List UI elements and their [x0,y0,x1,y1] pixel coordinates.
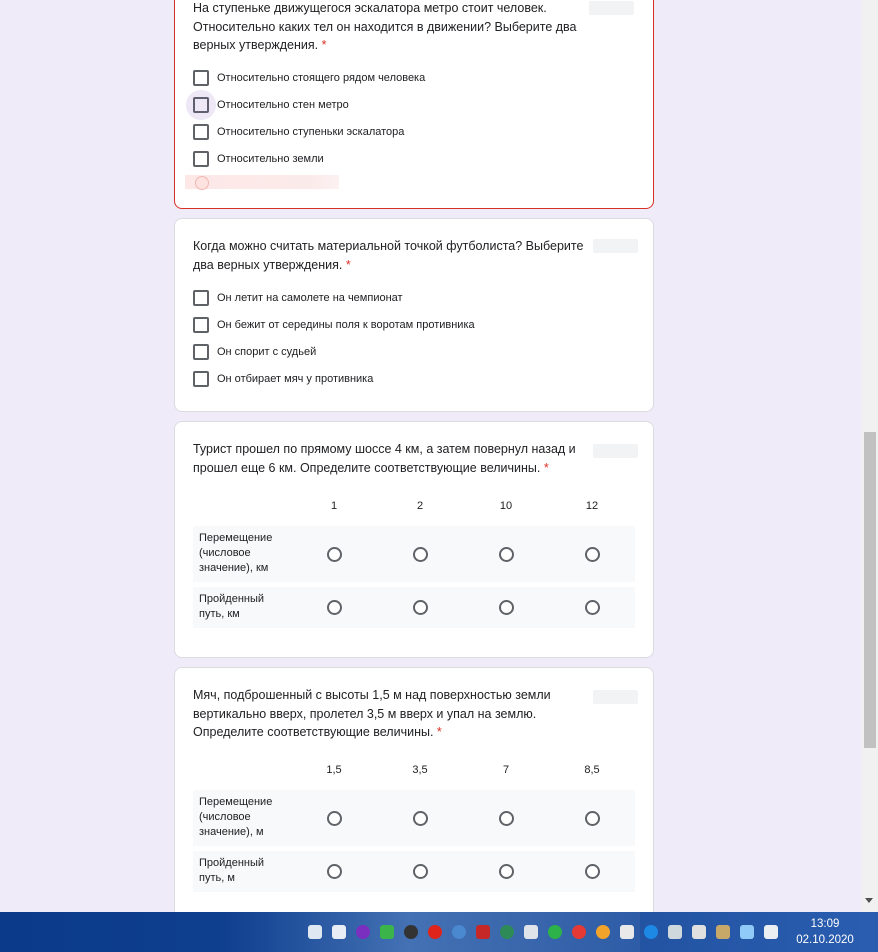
grid-column-header: 8,5 [584,764,600,776]
required-asterisk: * [436,725,442,739]
download-arrow-icon[interactable] [380,925,394,939]
opera-icon[interactable] [428,925,442,939]
grid-row [193,790,635,846]
flag-icon[interactable] [620,925,634,939]
points-badge [593,690,638,704]
yandex-icon[interactable] [572,925,586,939]
iss-icon[interactable] [476,925,490,939]
checkbox-option[interactable] [193,289,403,307]
points-badge [593,444,638,458]
grid-radio[interactable] [327,864,342,879]
checkbox[interactable] [193,124,209,140]
option-label: Относительно земли [217,153,324,165]
checkbox[interactable] [193,344,209,360]
vertical-scrollbar[interactable] [862,0,878,912]
scroll-down-arrow-icon[interactable] [865,898,873,903]
globe-icon[interactable] [500,925,514,939]
green-app-icon[interactable] [548,925,562,939]
box-icon[interactable] [716,925,730,939]
checkbox[interactable] [193,290,209,306]
question-title: Турист прошел по прямому шоссе 4 км, а затем повернул назад и прошел еще 6 км. Определите соответствующие величины. * [193,442,576,475]
grid-row-label: Перемещение (числовое значение), м [199,796,273,838]
grid-row [193,526,635,582]
grid-radio[interactable] [327,547,342,562]
checkbox[interactable] [193,371,209,387]
option-label: Он бежит от середины поля к воротам противника [217,319,475,331]
clock-date: 02.10.2020 [796,934,854,946]
scrollbar-thumb[interactable] [864,432,876,748]
taskbar-clock[interactable] [790,916,860,948]
pen-icon[interactable] [524,925,538,939]
grid-radio[interactable] [499,600,514,615]
question-card-ball [174,667,654,912]
grid-radio[interactable] [585,600,600,615]
grid-radio[interactable] [413,547,428,562]
grid-radio[interactable] [327,811,342,826]
grid-row [193,587,635,628]
clock-time: 13:09 [810,918,840,930]
grid-column-header: 2 [416,500,424,512]
required-asterisk: * [321,38,327,52]
question-card-football [174,218,654,412]
grid-column-header: 3,5 [412,764,428,776]
tool-icon[interactable] [668,925,682,939]
grid-column-header: 7 [502,764,510,776]
checkbox-option[interactable] [193,69,425,87]
grid-radio[interactable] [585,811,600,826]
cloud-icon[interactable] [308,925,322,939]
option-label: Относительно стоящего рядом человека [217,72,426,84]
grid-radio[interactable] [413,864,428,879]
question-title: Когда можно считать материальной точкой футболиста? Выберите два верных утверждения. * [193,239,584,272]
question-card-tourist [174,421,654,658]
taskbar [0,912,878,952]
option-label: Он летит на самолете на чемпионат [217,292,403,304]
checkbox-option[interactable] [193,96,349,114]
ten-badge-icon[interactable] [404,925,418,939]
checkbox-option[interactable] [193,370,373,388]
checkbox-option[interactable] [193,150,324,168]
grid-radio[interactable] [585,864,600,879]
option-label: Относительно стен метро [217,99,349,111]
required-asterisk: * [543,460,549,475]
error-icon [195,176,209,190]
grid-radio[interactable] [499,811,514,826]
checkbox-option[interactable] [193,343,316,361]
points-badge [589,1,634,15]
question-title: Мяч, подброшенный с высоты 1,5 м над поверхностью земли вертикально вверх, пролетел 3,5 м вверх и упал на землю. Определите соответствующие величины. * [193,688,551,739]
grid-row-label: Пройденный путь, км [199,593,265,620]
speaker-icon[interactable] [764,925,778,939]
grid-column-header: 10 [499,500,513,512]
grid-radio[interactable] [327,600,342,615]
option-label: Относительно ступеньки эскалатора [217,126,405,138]
e-app-icon[interactable] [644,925,658,939]
grid-row [193,851,635,892]
checkbox[interactable] [193,151,209,167]
grid-radio[interactable] [499,547,514,562]
flower-icon[interactable] [596,925,610,939]
question-title: На ступеньке движущегося эскалатора метро стоит человек. Относительно каких тел он находится в движении? Выберите два верных утверждения. * [193,1,577,52]
grid-column-header: 1,5 [326,764,342,776]
grid-column-header: 1 [330,500,338,512]
grid-radio[interactable] [413,600,428,615]
purple-circle-icon[interactable] [356,925,370,939]
grid-radio[interactable] [413,811,428,826]
messenger-icon[interactable] [332,925,346,939]
option-label: Он спорит с судьей [217,346,317,358]
question-card-escalator [174,0,654,209]
checkbox[interactable] [193,70,209,86]
grid-radio[interactable] [499,864,514,879]
grid-row-label: Перемещение (числовое значение), км [199,532,273,574]
checkbox-option[interactable] [193,316,475,334]
chrome-like-icon[interactable] [452,925,466,939]
option-label: Он отбирает мяч у противника [217,373,374,385]
monitor-icon[interactable] [740,925,754,939]
grid-radio[interactable] [585,547,600,562]
checkbox[interactable] [193,317,209,333]
required-asterisk: * [345,257,351,272]
grid-row-label: Пройденный путь, м [199,857,265,884]
points-badge [593,239,638,253]
checkbox[interactable] [193,97,209,113]
grid-column-header: 12 [585,500,599,512]
checkbox-option[interactable] [193,123,404,141]
network-bars-icon[interactable] [692,925,706,939]
